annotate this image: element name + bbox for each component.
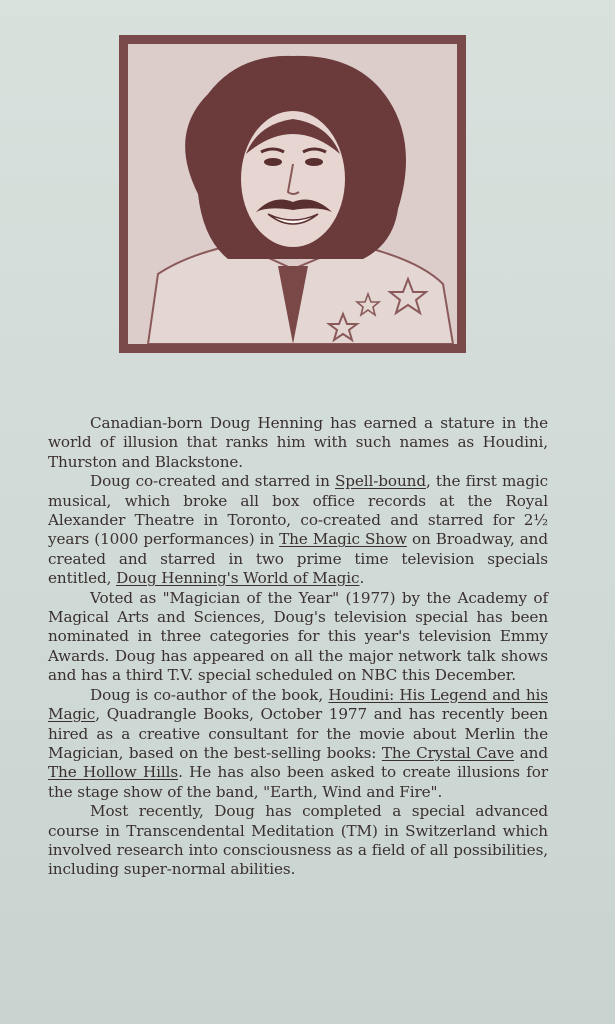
underlined-title: The Hollow Hills — [48, 763, 179, 782]
paragraph-text: Voted as "Magician of the Year" (1977) by the Academy of Magical Arts and Sciences, Doug's television special has been nominated in three categories for this year's television Emmy Awards. Doug has appeared on all the major network talk shows and has a third T.V. special scheduled on NBC this December. — [48, 588, 548, 685]
portrait-photo — [128, 44, 457, 344]
paragraph-text: Doug co-created and starred in — [90, 472, 335, 491]
paragraph-text: Doug is co-author of the book, — [90, 685, 329, 704]
biography-text — [48, 414, 548, 880]
biography-paragraph — [48, 686, 548, 802]
biography-paragraph — [48, 472, 548, 588]
paragraph-text: . — [359, 569, 365, 588]
paragraph-text: and — [514, 743, 548, 762]
paragraph-text: on Broadway, and created and starred in two prime time television specials entitled, — [48, 530, 548, 588]
underlined-title: The Magic Show — [279, 530, 407, 549]
paragraph-text: Most recently, Doug has completed a special advanced course in Transcendental Meditation (TM) in Switzerland which involved research into consciousness as a field of all possibilities, including super-normal abilities. — [48, 802, 548, 879]
biography-paragraph — [48, 802, 548, 880]
underlined-title: The Crystal Cave — [381, 743, 515, 762]
underlined-title: Houdini: His Legend and his Magic — [48, 685, 548, 724]
biography-paragraph — [48, 589, 548, 686]
portrait-illustration — [128, 44, 457, 344]
biography-paragraph — [48, 414, 548, 472]
underlined-title: Spell-bound — [334, 472, 426, 491]
paragraph-text: . He has also been asked to create illusions for the stage show of the band, "Earth, Wind and Fire". — [48, 763, 548, 801]
portrait-photo-frame — [119, 35, 466, 353]
underlined-title: Doug Henning's World of Magic — [116, 569, 360, 588]
paragraph-text: , Quadrangle Books, October 1977 and has recently been hired as a creative consultant for the movie about Merlin the Magician, based on the best-selling books: — [48, 705, 548, 762]
paragraph-text: Canadian-born Doug Henning has earned a stature in the world of illusion that ranks him with such names as Houdini, Thurston and Blackstone. — [48, 414, 548, 471]
paragraph-text: , the first magic musical, which broke all box office records at the Royal Alexander Theatre in Toronto, co-created and starred for 2½ years (1000 performances) in — [48, 472, 548, 549]
